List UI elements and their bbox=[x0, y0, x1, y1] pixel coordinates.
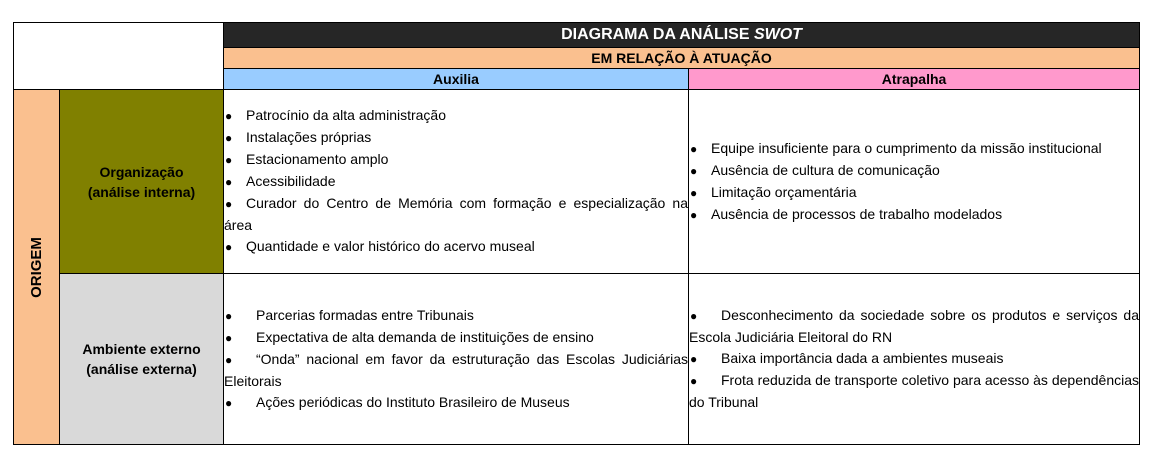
list-item-text: Ausência de processos de trabalho modelados bbox=[711, 205, 1003, 222]
bullet-icon: ● bbox=[690, 163, 698, 178]
list-item bbox=[224, 171, 688, 193]
list-item-text: Equipe insuficiente para o cumprimento da missão institucional bbox=[711, 139, 1102, 156]
list-item-text: Limitação orçamentária bbox=[711, 183, 857, 200]
list-item bbox=[224, 127, 688, 149]
list-item-text: Parcerias formadas entre Tribunais bbox=[256, 306, 474, 323]
diagram-subtitle: EM RELAÇÃO À ATUAÇÃO bbox=[224, 48, 1140, 69]
list-item-text: Quantidade e valor histórico do acervo museal bbox=[246, 238, 535, 255]
list-item bbox=[689, 160, 1139, 182]
list-item bbox=[224, 149, 688, 171]
bullet-icon: ● bbox=[225, 352, 233, 367]
bullet-icon: ● bbox=[690, 185, 698, 200]
list-internal-help bbox=[224, 105, 688, 258]
cell-external-help bbox=[224, 274, 689, 445]
list-item-text: Desconhecimento da sociedade sobre os produtos e serviços da Escola Judiciária Eleitoral do RN bbox=[689, 307, 1140, 346]
row-label-external bbox=[60, 274, 224, 445]
list-item-text: Ausência de cultura de comunicação bbox=[711, 161, 940, 178]
list-internal-hinder bbox=[689, 138, 1139, 226]
cell-internal-hinder bbox=[689, 90, 1140, 274]
bullet-icon: ● bbox=[690, 352, 698, 367]
cell-external-hinder bbox=[689, 274, 1140, 445]
row-label-internal bbox=[60, 90, 224, 274]
list-item-text: Ações periódicas do Instituto Brasileiro de Museus bbox=[256, 393, 570, 410]
diagram-title: DIAGRAMA DA ANÁLISE SWOT bbox=[224, 23, 1140, 48]
list-item bbox=[689, 204, 1139, 226]
list-item bbox=[689, 182, 1139, 204]
row-label-external-line1: Ambiente externo bbox=[82, 341, 201, 358]
bullet-icon: ● bbox=[225, 197, 233, 212]
list-external-help bbox=[224, 305, 688, 414]
bullet-icon: ● bbox=[690, 141, 698, 156]
bullet-icon: ● bbox=[690, 207, 698, 222]
list-item bbox=[224, 193, 688, 236]
bullet-icon: ● bbox=[225, 131, 233, 146]
list-item bbox=[224, 349, 688, 392]
list-item bbox=[224, 105, 688, 127]
list-external-hinder bbox=[689, 305, 1139, 413]
bullet-icon: ● bbox=[225, 109, 233, 124]
column-header-help: Auxilia bbox=[224, 69, 689, 90]
list-item-text: “Onda” nacional em favor da estruturação das Escolas Judiciárias Eleitorais bbox=[224, 350, 688, 389]
list-item bbox=[224, 305, 688, 327]
diagram-title-italic: SWOT bbox=[753, 26, 802, 44]
list-item bbox=[224, 392, 688, 414]
list-item-text: Estacionamento amplo bbox=[246, 151, 389, 168]
column-header-hinder: Atrapalha bbox=[689, 69, 1140, 90]
bullet-icon: ● bbox=[225, 240, 233, 255]
list-item-text: Patrocínio da alta administração bbox=[246, 107, 446, 124]
bullet-icon: ● bbox=[225, 330, 233, 345]
list-item bbox=[689, 138, 1139, 160]
list-item-text: Instalações próprias bbox=[246, 129, 372, 146]
bullet-icon: ● bbox=[225, 175, 233, 190]
list-item-text: Expectativa de alta demanda de instituições de ensino bbox=[256, 328, 594, 345]
list-item-text: Frota reduzida de transporte coletivo para acesso às dependências do Tribunal bbox=[689, 372, 1140, 411]
cell-internal-help bbox=[224, 90, 689, 274]
row-label-internal-line1: Organização bbox=[99, 163, 184, 180]
row-label-external-line2: (análise externa) bbox=[86, 361, 197, 378]
bullet-icon: ● bbox=[225, 395, 233, 410]
list-item bbox=[689, 370, 1139, 413]
bullet-icon: ● bbox=[225, 308, 233, 323]
list-item-text: Curador do Centro de Memória com formação e especialização na área bbox=[224, 195, 688, 234]
list-item-text: Baixa importância dada a ambientes museais bbox=[721, 350, 1004, 367]
list-item bbox=[689, 348, 1139, 370]
list-item bbox=[224, 236, 688, 258]
origin-label: ORIGEM bbox=[28, 236, 45, 298]
list-item bbox=[689, 305, 1139, 348]
bullet-icon: ● bbox=[690, 374, 698, 389]
bullet-icon: ● bbox=[225, 153, 233, 168]
list-item-text: Acessibilidade bbox=[246, 173, 336, 190]
blank-corner-cell bbox=[14, 23, 224, 90]
list-item bbox=[224, 327, 688, 349]
bullet-icon: ● bbox=[690, 309, 698, 324]
row-label-internal-line2: (análise interna) bbox=[87, 183, 196, 200]
origin-label-cell bbox=[14, 90, 60, 445]
swot-table bbox=[13, 22, 1140, 445]
